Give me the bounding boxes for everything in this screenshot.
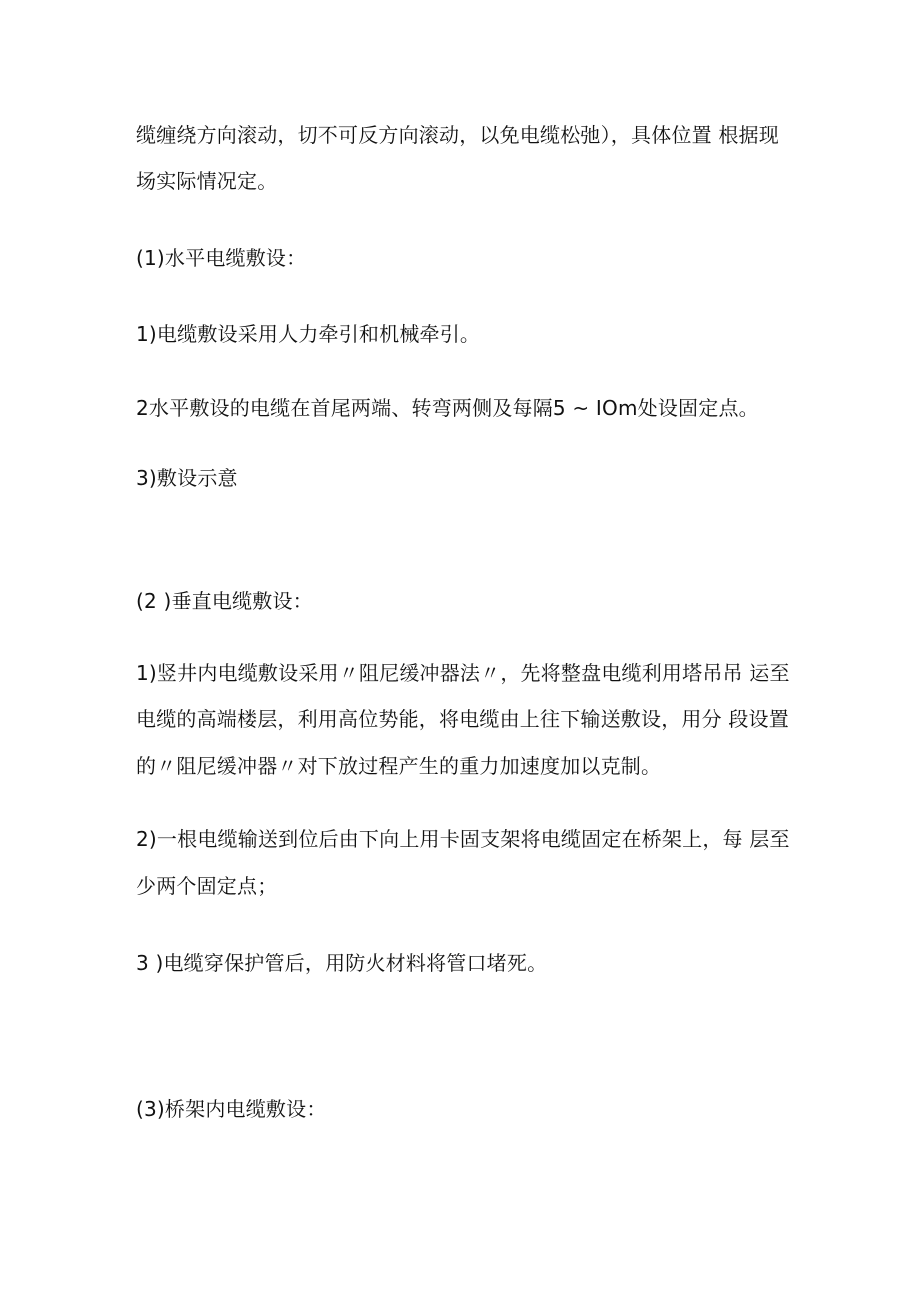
section-heading-horizontal: (1)水平电缆敷设：	[136, 246, 307, 270]
vertical-item-1-line-2: 电缆的高端楼层，利用高位势能，将电缆由上往下输送敷设，用分 段设置	[136, 707, 789, 731]
vertical-item-1-line-1: 1)竖井内电缆敷设采用〃阻尼缓冲器法〃，先将整盘电缆利用塔吊吊 运至	[136, 661, 790, 685]
vertical-item-1-line-3: 的〃阻尼缓冲器〃对下放过程产生的重力加速度加以克制。	[136, 754, 662, 778]
vertical-item-2-line-2: 少两个固定点；	[136, 874, 278, 898]
horizontal-item-2: 2水平敷设的电缆在首尾两端、转弯两侧及每隔5 ~ IOm处设固定点。	[136, 396, 759, 420]
section-heading-tray: (3)桥架内电缆敷设：	[136, 1097, 327, 1121]
section-heading-vertical: (2 )垂直电缆敷设：	[136, 589, 313, 613]
intro-line-1: 缆缠绕方向滚动，切不可反方向滚动，以免电缆松弛），具体位置 根据现	[136, 123, 779, 147]
vertical-item-3: 3 )电缆穿保护管后，用防火材料将管口堵死。	[136, 951, 548, 975]
vertical-item-2-line-1: 2)一根电缆输送到位后由下向上用卡固支架将电缆固定在桥架上，每 层至	[136, 827, 790, 851]
intro-line-2: 场实际情况定。	[136, 169, 278, 193]
horizontal-item-3: 3)敷设示意	[136, 466, 238, 490]
horizontal-item-1: 1)电缆敷设采用人力牵引和机械牵引。	[136, 322, 481, 346]
